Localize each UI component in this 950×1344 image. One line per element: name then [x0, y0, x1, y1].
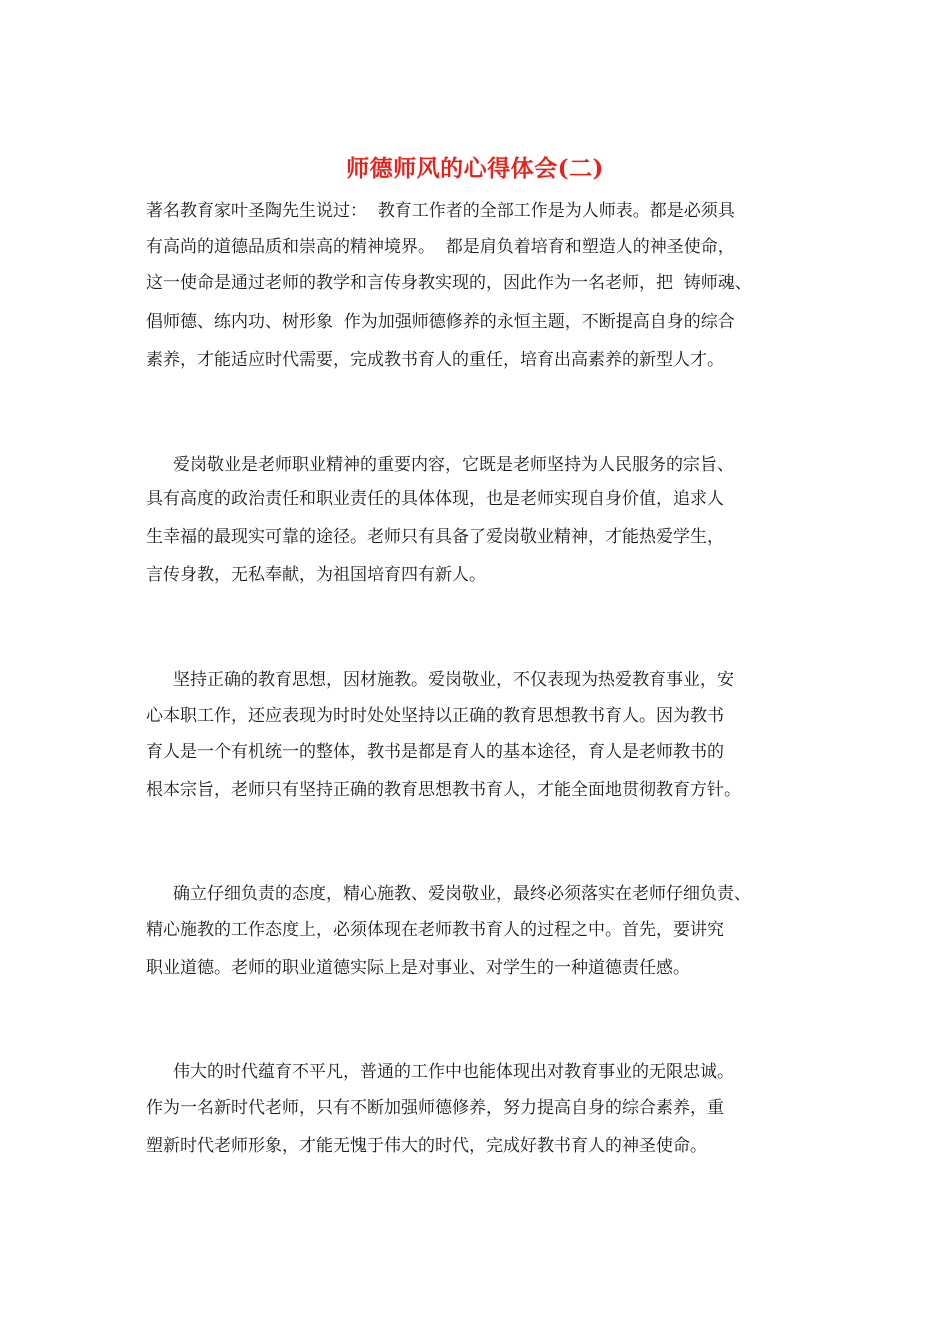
- paragraph-line: 心本职工作，还应表现为时时处处坚持以正确的教育思想教书育人。因为教书: [146, 706, 724, 726]
- paragraph-line: 职业道德。老师的职业道德实际上是对事业、对学生的一种道德责任感。: [146, 958, 690, 978]
- paragraph-line: 这一使命是通过老师的教学和言传身教实现的，因此作为一名老师，把 铸师魂、: [146, 273, 752, 293]
- paragraph-line: 著名教育家叶圣陶先生说过： 教育工作者的全部工作是为人师表。都是必须具: [146, 201, 735, 221]
- page-title: 师德师风的心得体会(二): [346, 155, 604, 182]
- paragraph-line: 育人是一个有机统一的整体，教书是都是育人的基本途径，育人是老师教书的: [146, 742, 724, 762]
- paragraph-line: 素养，才能适应时代需要，完成教书育人的重任，培育出高素养的新型人才。: [146, 350, 724, 370]
- paragraph-line: 确立仔细负责的态度，精心施教、爱岗敬业，最终必须落实在老师仔细负责、: [173, 884, 751, 904]
- paragraph-line: 坚持正确的教育思想，因材施教。爱岗敬业，不仅表现为热爱教育事业，安: [173, 670, 734, 690]
- paragraph-line: 具有高度的政治责任和职业责任的具体体现，也是老师实现自身价值，追求人: [146, 489, 724, 509]
- paragraph-line: 有高尚的道德品质和崇高的精神境界。 都是肩负着培育和塑造人的神圣使命，: [146, 237, 735, 257]
- paragraph-line: 言传身教，无私奉献，为祖国培育四有新人。: [146, 565, 486, 585]
- paragraph-line: 精心施教的工作态度上，必须体现在老师教书育人的过程之中。首先，要讲究: [146, 920, 724, 940]
- paragraph-line: 作为一名新时代老师，只有不断加强师德修养，努力提高自身的综合素养，重: [146, 1098, 724, 1118]
- paragraph-line: 生幸福的最现实可靠的途径。老师只有具备了爱岗敬业精神，才能热爱学生，: [146, 527, 724, 547]
- paragraph-line: 倡师德、练内功、树形象 作为加强师德修养的永恒主题，不断提高自身的综合: [146, 312, 735, 332]
- paragraph-line: 塑新时代老师形象，才能无愧于伟大的时代，完成好教书育人的神圣使命。: [146, 1136, 707, 1156]
- paragraph-line: 爱岗敬业是老师职业精神的重要内容，它既是老师坚持为人民服务的宗旨、: [173, 455, 734, 475]
- paragraph-line: 根本宗旨，老师只有坚持正确的教育思想教书育人，才能全面地贯彻教育方针。: [146, 780, 741, 800]
- paragraph-line: 伟大的时代蕴育不平凡，普通的工作中也能体现出对教育事业的无限忠诚。: [173, 1062, 734, 1082]
